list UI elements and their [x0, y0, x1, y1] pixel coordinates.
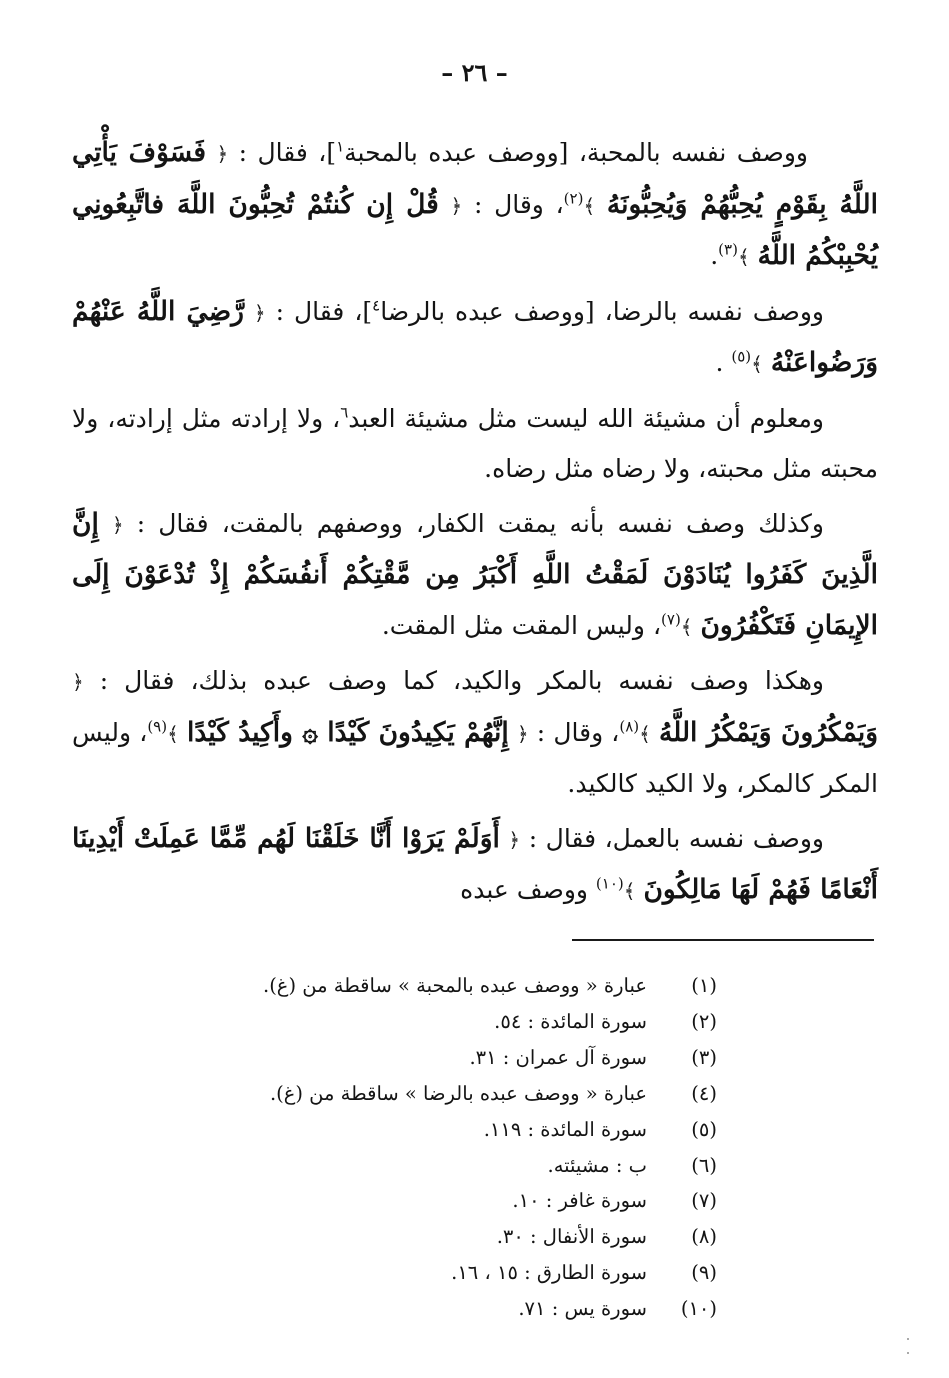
footnote-number: (٥): [691, 1117, 717, 1141]
footnote-number: (٦): [691, 1153, 717, 1177]
quran-bracket-open: ﴿: [111, 512, 124, 537]
footnote: [157, 1219, 717, 1255]
footnote: [157, 1004, 717, 1040]
quran-bracket-open: ﴿: [450, 193, 463, 218]
footnote-ref: (٨): [619, 717, 640, 736]
text-run: .: [715, 348, 732, 377]
text-run: ومعلوم أن مشيئة الله ليست مثل مشيئة العبد: [348, 403, 824, 433]
paragraph-will: [72, 394, 878, 495]
text-run: ، ولا إرادته مثل إرادته، ولا محبته مثل محبته، ولا رضاه مثل رضاه.: [72, 403, 878, 483]
scan-speck: [907, 1352, 909, 1354]
footnote: [157, 1148, 717, 1184]
footnote-text: عبارة « ووصف عبده بالرضا » ساقطة من (غ).: [269, 1081, 647, 1105]
footnote-number: (٤): [691, 1081, 717, 1105]
text-run: ، وليس المكر كالمكر، ولا الكيد كالكيد.: [72, 717, 878, 798]
footnote-text: سورة المائدة : ١١٩.: [483, 1117, 647, 1141]
quran-verse: إِنَّهُمْ يَكِيدُونَ كَيْدًا ۞ وأَكِيدُ كَيْدًا: [186, 716, 509, 748]
quran-bracket-open: ﴿: [508, 827, 521, 852]
footnote-number: (١): [691, 974, 717, 997]
text-run: ووصف نفسه بالمحبة، [ووصف عبده بالمحبة: [344, 138, 809, 167]
quran-verse: فَسَوْفَ يَأْتِي اللَّهُ بِقَوْمٍ يُحِبُّهُمْ وَيُحِبُّونَهُ: [72, 137, 878, 220]
quran-bracket-open: ﴿: [253, 300, 266, 325]
main-text: [72, 128, 878, 921]
footnote-number: (٣): [691, 1045, 717, 1069]
footnote-ref: (١٠): [595, 874, 624, 893]
quran-bracket-close: ﴾: [680, 614, 693, 639]
quran-bracket-open: ﴿: [72, 670, 84, 694]
footnote-text: سورة الطارق : ١٥ ، ١٦.: [451, 1261, 647, 1285]
footnote-ref: (٩): [147, 717, 168, 736]
footnote-text: سورة يس : ٧١.: [518, 1297, 647, 1321]
footnote: [157, 1255, 717, 1291]
footnote-text: سورة آل عمران : ٣١.: [469, 1045, 647, 1069]
quran-bracket-close: ﴾: [639, 721, 651, 746]
text-run: .: [710, 241, 719, 270]
footnote-ref: ١: [336, 137, 345, 156]
footnote: [157, 1291, 717, 1327]
footnotes: [157, 968, 717, 1327]
text-run: ]، فقال :: [228, 138, 337, 167]
page-number: – ٢٦ –: [441, 58, 508, 87]
quran-verse: أَوَلَمْ يَرَوْا أَنَّا خَلَقْنَا لَهُم مِّمَّا عَمِلَتْ أَيْدِينَا أَنْعَامًا فَهُمْ لَهَا مَالِكُونَ: [72, 822, 878, 905]
quran-bracket-close: ﴾: [167, 721, 179, 746]
quran-bracket-open: ﴿: [516, 721, 529, 746]
footnote-text: سورة المائدة : ٥٤.: [494, 1009, 647, 1033]
footnote-text: عبارة « ووصف عبده بالمحبة » ساقطة من (غ).: [263, 974, 647, 997]
scan-speck: [907, 1338, 909, 1340]
quran-bracket-close: ﴾: [623, 879, 636, 903]
quran-bracket-close: ﴾: [751, 352, 763, 376]
footnote-number: (٩): [691, 1261, 717, 1285]
paragraph-pleasure: [72, 287, 878, 390]
footnote-ref: (٣): [718, 240, 738, 259]
text-run: ]، فقال :: [265, 296, 373, 326]
footnote-number: (١٠): [680, 1297, 717, 1321]
text-run: ووصف عبده: [460, 875, 596, 904]
quran-verse: قُلْ إِن كُنتُمْ تُحِبُّونَ اللَّهَ فاتَّبِعُونِي يُحْبِبْكُمُ اللَّهُ: [72, 188, 878, 271]
quran-bracket-open: ﴿: [216, 142, 229, 166]
quran-bracket-close: ﴾: [583, 193, 596, 218]
footnote-ref: (٢): [563, 189, 584, 208]
footnote-ref: (٥): [731, 347, 752, 366]
paragraph-hatred: [72, 499, 878, 653]
footnote: [157, 968, 717, 1004]
quran-verse: وَيَمْكُرُونَ وَيَمْكُرُ اللَّهُ: [659, 716, 879, 748]
footnote-text: ب : مشيئته.: [547, 1153, 647, 1177]
quran-verse: رَّضِيَ اللَّهُ عَنْهُمْ وَرَضُواعَنْهُ: [72, 295, 878, 378]
paragraph-love: [72, 128, 878, 283]
text-run: وكذلك وصف نفسه بأنه يمقت الكفار، ووصفهم بالمقت، فقال :: [123, 508, 824, 538]
text-run: ، وليس المقت مثل المقت.: [381, 610, 662, 640]
footnote-text: سورة الأنفال : ٣٠.: [496, 1225, 647, 1249]
footnote-ref: (٧): [661, 610, 681, 629]
footnote-text: سورة غافر : ١٠.: [512, 1189, 647, 1213]
text-run: ووصف نفسه بالعمل، فقال :: [520, 823, 824, 853]
footnote-ref: ٤: [372, 296, 381, 315]
footnote: [157, 1076, 717, 1112]
footnote-number: (٧): [691, 1189, 717, 1213]
paragraph-scheming: [72, 656, 878, 810]
footnote: [157, 1112, 717, 1148]
footnote: [157, 1183, 717, 1219]
footnote-separator: [572, 939, 874, 941]
footnote: [157, 1040, 717, 1076]
text-run: ، وقال :: [528, 717, 620, 747]
text-run: ، وقال :: [462, 189, 564, 219]
paragraph-action: [72, 814, 878, 917]
quran-bracket-close: ﴾: [737, 245, 750, 269]
text-run: ووصف نفسه بالرضا، [ووصف عبده بالرضا: [380, 296, 825, 326]
text-run: وهكذا وصف نفسه بالمكر والكيد، كما وصف عبده بذلك، فقال :: [83, 666, 824, 695]
quran-verse: إِنَّ الَّذِينَ كَفَرُوا يُنَادَوْنَ لَمَقْتُ اللَّهِ أَكْبَرُ مِن مَّقْتِكُمْ أَنفُسَكُمْ إِذْ تُدْعَوْنَ إِلَى الإِيمَانِ فَتَكْفُرُونَ: [72, 507, 878, 641]
footnote-number: (٨): [691, 1225, 717, 1249]
footnote-number: (٢): [691, 1009, 717, 1033]
footnote-ref: ٦: [340, 403, 349, 422]
